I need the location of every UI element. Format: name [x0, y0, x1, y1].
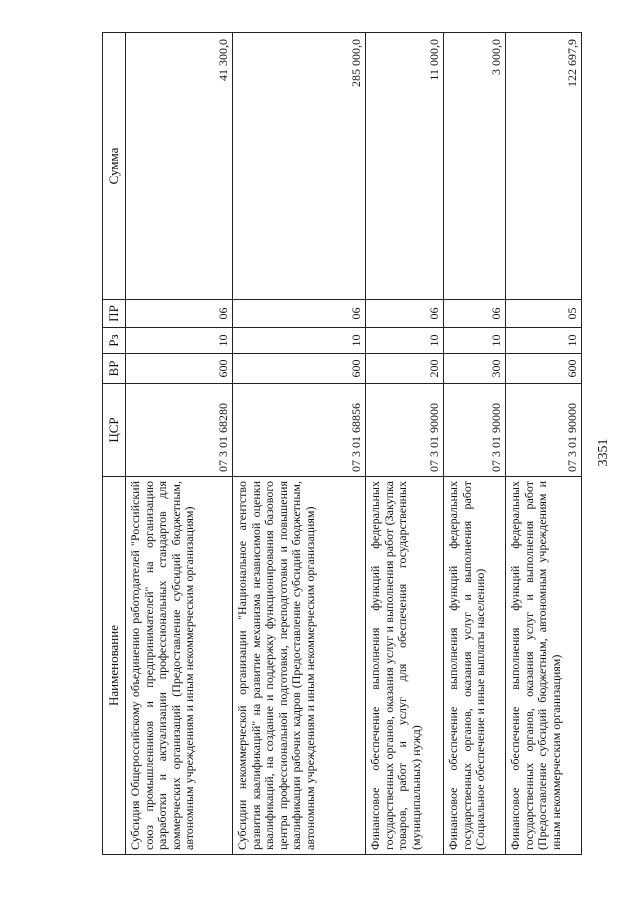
row-rz: 10	[126, 328, 233, 354]
header-name: Наименование	[103, 477, 126, 855]
table-row	[444, 33, 506, 855]
row-sum: 285 000,0	[233, 33, 366, 300]
table-row	[506, 33, 582, 855]
row-rz: 10	[506, 328, 582, 354]
row-rz: 10	[444, 328, 506, 354]
row-sum: 11 000,0	[366, 33, 444, 300]
table-header-row	[103, 33, 126, 855]
row-sum: 41 300,0	[126, 33, 233, 300]
header-rz: Рз	[103, 328, 126, 354]
header-pr: ПР	[103, 300, 126, 328]
row-pr: 06	[366, 300, 444, 328]
row-name: Субсидии некоммерческой организации "Национальное агентство развития квалификаций" на развитие механизма независимой оценки квалификаций, на создание и поддержку функционирования базового центра профессиональной подготовки, переподготовки и повышения квалификации рабочих кадров (Предоставление субсидий бюджетным, автономным учреждениям и иным некоммерческим организациям)	[233, 477, 366, 855]
row-vr: 600	[506, 354, 582, 384]
row-sum: 122 697,9	[506, 33, 582, 300]
row-csr: 07 3 01 68280	[126, 384, 233, 477]
page-number: 3351	[596, 438, 611, 467]
row-csr: 07 3 01 90000	[444, 384, 506, 477]
row-vr: 300	[444, 354, 506, 384]
row-pr: 06	[444, 300, 506, 328]
row-pr: 06	[233, 300, 366, 328]
header-vr: ВР	[103, 354, 126, 384]
row-vr: 600	[126, 354, 233, 384]
row-csr: 07 3 01 68856	[233, 384, 366, 477]
table-row	[366, 33, 444, 855]
table-row	[233, 33, 366, 855]
row-pr: 06	[126, 300, 233, 328]
table-row	[126, 33, 233, 855]
row-name: Субсидия Общероссийскому объединению работодателей "Российский союз промышленников и предпринимателей" на организацию разработки и актуализации профессиональных стандартов для коммерческих организаций (Предоставление субсидий бюджетным, автономным учреждениям и иным некоммерческим организациям)	[126, 477, 233, 855]
row-name: Финансовое обеспечение выполнения функций федеральных государственных органов, оказания услуг и выполнения работ (Закупка товаров, работ и услуг для обеспечения государственных (муниципальных) нужд)	[366, 477, 444, 855]
row-pr: 05	[506, 300, 582, 328]
row-name: Финансовое обеспечение выполнения функций федеральных государственных органов, оказания услуг и выполнения работ (Предоставление субсидий бюджетным, автономным учреждениям и иным некоммерческим организациям)	[506, 477, 582, 855]
row-csr: 07 3 01 90000	[506, 384, 582, 477]
row-name: Финансовое обеспечение выполнения функций федеральных государственных органов, оказания услуг и выполнения работ (Социальное обеспечение и иные выплаты населению)	[444, 477, 506, 855]
row-vr: 600	[233, 354, 366, 384]
row-rz: 10	[233, 328, 366, 354]
header-csr: ЦСР	[103, 384, 126, 477]
row-rz: 10	[366, 328, 444, 354]
row-vr: 200	[366, 354, 444, 384]
row-sum: 3 000,0	[444, 33, 506, 300]
budget-table	[102, 32, 582, 855]
row-csr: 07 3 01 90000	[366, 384, 444, 477]
header-sum: Сумма	[103, 33, 126, 300]
